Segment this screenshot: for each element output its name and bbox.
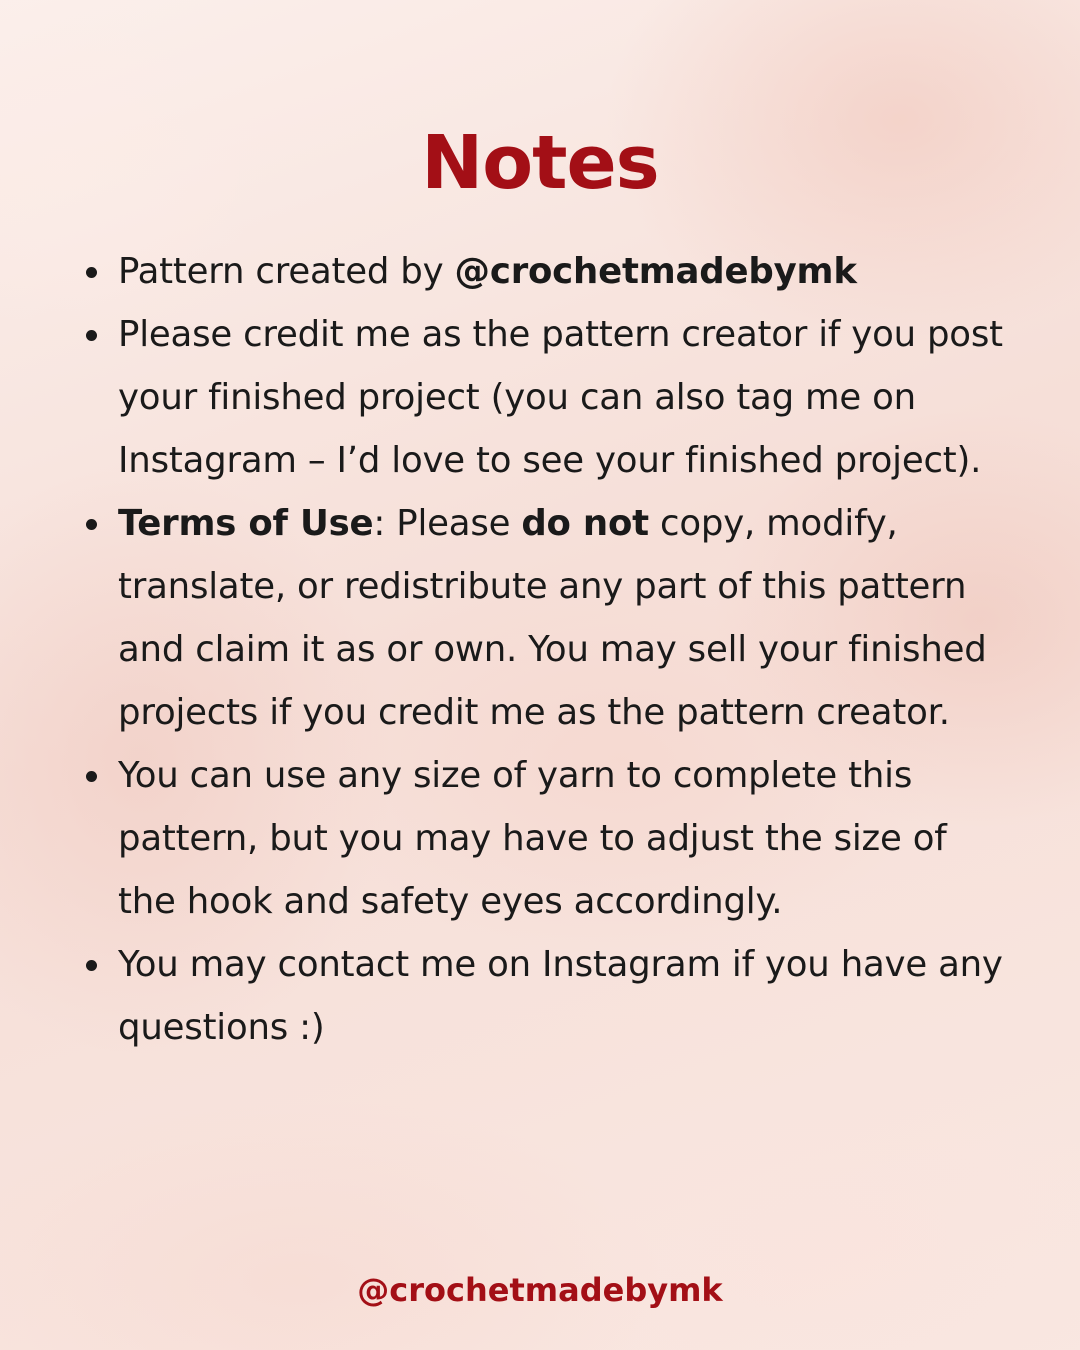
note-text: You may contact me on Instagram if you have any questions :) (118, 944, 1003, 1048)
creator-handle: @crochetmadebymk (454, 251, 857, 292)
bullet-icon (86, 267, 97, 278)
footer-handle: @crochetmadebymk (357, 1271, 723, 1309)
note-text: : Please (373, 503, 522, 544)
note-text: Please credit me as the pattern creator if you post your finished project (you can also tag me on Instagram – I’d love to see your finished project). (118, 314, 1003, 481)
bullet-icon (86, 519, 97, 530)
note-item-credit-creator (82, 240, 1012, 303)
note-text: You can use any size of yarn to complete this pattern, but you may have to adjust the size of the hook and safety eyes accordingly. (118, 755, 947, 922)
notes-list (82, 240, 1012, 1059)
note-text: copy, modify, translate, or redistribute any part of this pattern and claim it as or own. You may sell your finished projects if you credit me as the pattern creator. (118, 503, 987, 733)
note-item-contact (82, 933, 1012, 1059)
bullet-icon (86, 330, 97, 341)
note-text: Pattern created by (118, 251, 455, 292)
note-item-credit-request (82, 303, 1012, 492)
terms-label: Terms of Use (118, 503, 374, 544)
bullet-icon (86, 960, 97, 971)
terms-emphasis: do not (521, 503, 649, 544)
bullet-icon (86, 771, 97, 782)
note-item-yarn-size (82, 744, 1012, 933)
note-item-terms-of-use (82, 492, 1012, 744)
page-title: Notes (421, 120, 659, 206)
